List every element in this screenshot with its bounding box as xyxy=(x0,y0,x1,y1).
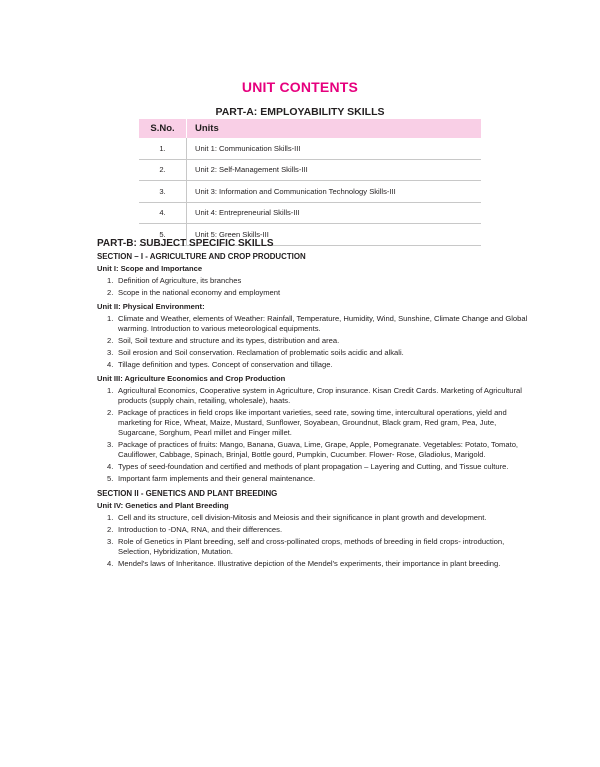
item-text: Soil, Soil texture and structure and its types, distribution and area. xyxy=(118,336,340,345)
list-item xyxy=(107,559,529,569)
item-number: 5. xyxy=(107,474,114,483)
unit-heading: Unit I: Scope and Importance xyxy=(97,264,203,273)
item-list xyxy=(97,314,529,370)
item-number: 2. xyxy=(107,336,114,345)
item-number: 2. xyxy=(107,288,114,297)
table-row xyxy=(139,202,481,224)
cell-unit: Unit 2: Self-Management Skills-III xyxy=(187,159,482,181)
cell-unit: Unit 4: Entrepreneurial Skills-III xyxy=(187,202,482,224)
item-text: Soil erosion and Soil conservation. Reclamation of problematic soils acidic and alkali. xyxy=(118,348,404,357)
cell-sno: 2. xyxy=(139,159,187,181)
item-text: Tillage definition and types. Concept of conservation and tillage. xyxy=(118,360,333,369)
cell-unit: Unit 3: Information and Communication Technology Skills-III xyxy=(187,181,482,203)
item-number: 2. xyxy=(107,525,114,534)
unit-block xyxy=(97,264,529,298)
list-item xyxy=(107,314,529,334)
cell-sno: 4. xyxy=(139,202,187,224)
list-item xyxy=(107,386,529,406)
item-text: Introduction to -DNA, RNA, and their differences. xyxy=(118,525,283,534)
item-number: 4. xyxy=(107,559,114,568)
section-heading: SECTION II - GENETICS AND PLANT BREEDING xyxy=(97,489,278,498)
list-item xyxy=(107,525,529,535)
table-header-row xyxy=(139,119,481,138)
list-item xyxy=(107,360,529,370)
list-item xyxy=(107,276,529,286)
table-row xyxy=(139,181,481,203)
item-number: 1. xyxy=(107,276,114,285)
item-list xyxy=(97,276,529,298)
item-text: Climate and Weather, elements of Weather: Rainfall, Temperature, Humidity, Wind, Sunshine, Climate Change and Global warming. Introduction to various meteorological equipments. xyxy=(118,314,528,333)
unit-heading: Unit III: Agriculture Economics and Crop Production xyxy=(97,374,286,383)
item-number: 3. xyxy=(107,537,114,546)
header-sno: S.No. xyxy=(139,119,187,138)
part-b-content xyxy=(97,239,529,573)
item-number: 1. xyxy=(107,314,114,323)
item-list xyxy=(97,386,529,484)
item-number: 1. xyxy=(107,386,114,395)
cell-sno: 5. xyxy=(139,224,187,246)
item-number: 3. xyxy=(107,440,114,449)
item-number: 3. xyxy=(107,348,114,357)
item-text: Package of practices of fruits: Mango, Banana, Guava, Lime, Grape, Apple, Pomegranate. Vegetables: Potato, Tomato, Cauliflower, Cabbage, Spinach, Brinjal, Bottle gourd, Pumpkin, Cucumber. Flower- Rose, Gladiolus, Marigold. xyxy=(118,440,519,459)
table-row xyxy=(139,159,481,181)
list-item xyxy=(107,474,529,484)
item-text: Definition of Agriculture, its branches xyxy=(118,276,242,285)
item-text: Cell and its structure, cell division-Mitosis and Meiosis and their significance in plant growth and development. xyxy=(118,513,487,522)
cell-sno: 1. xyxy=(139,138,187,159)
unit-heading: Unit II: Physical Environment: xyxy=(97,302,205,311)
list-item xyxy=(107,348,529,358)
part-b-heading: PART-B: SUBJECT SPECIFIC SKILLS xyxy=(97,238,274,249)
item-number: 2. xyxy=(107,408,114,417)
list-item xyxy=(107,336,529,346)
list-item xyxy=(107,537,529,557)
unit-block xyxy=(97,501,529,569)
item-text: Important farm implements and their general maintenance. xyxy=(118,474,316,483)
table-row xyxy=(139,138,481,159)
item-text: Role of Genetics in Plant breeding, self and cross-pollinated crops, methods of breeding in field crops- introduction, Selection, Hybridization, Mutation. xyxy=(118,537,505,556)
header-units: Units xyxy=(187,119,482,138)
list-item xyxy=(107,288,529,298)
item-list xyxy=(97,513,529,569)
item-number: 4. xyxy=(107,360,114,369)
part-a-heading: PART-A: EMPLOYABILITY SKILLS xyxy=(215,106,385,118)
unit-block xyxy=(97,374,529,484)
list-item xyxy=(107,462,529,472)
item-text: Agricultural Economics, Cooperative system in Agriculture, Crop insurance. Kisan Credit Cards. Marketing of Agricultural products (supply chain, retailing, wholesale), haats. xyxy=(118,386,522,405)
item-number: 4. xyxy=(107,462,114,471)
list-item xyxy=(107,440,529,460)
item-text: Mendel's laws of Inheritance. Illustrative depiction of the Mendel's experiments, their importance in plant breeding. xyxy=(118,559,501,568)
list-item xyxy=(107,408,529,438)
cell-sno: 3. xyxy=(139,181,187,203)
cell-unit: Unit 5: Green Skills-III xyxy=(187,224,482,246)
units-table xyxy=(139,119,481,246)
unit-block xyxy=(97,302,529,370)
unit-heading: Unit IV: Genetics and Plant Breeding xyxy=(97,501,229,510)
item-text: Types of seed-foundation and certified and methods of plant propagation – Layering and Cutting, and Tissue culture. xyxy=(118,462,509,471)
cell-unit: Unit 1: Communication Skills-III xyxy=(187,138,482,159)
item-number: 1. xyxy=(107,513,114,522)
item-text: Scope in the national economy and employment xyxy=(118,288,281,297)
section-heading: SECTION – I - AGRICULTURE AND CROP PRODUCTION xyxy=(97,252,306,261)
item-text: Package of practices in field crops like important varieties, seed rate, sowing time, intercultural operations, yield and marketing for Rice, Wheat, Maize, Mustard, Sunflower, Soyabean, Groundnut, Black gram, Red gram, Pea, Jute, Sugarcane, Sorghum, Pearl millet and Finger millet. xyxy=(118,408,507,437)
page-title: UNIT CONTENTS xyxy=(241,79,359,95)
list-item xyxy=(107,513,529,523)
